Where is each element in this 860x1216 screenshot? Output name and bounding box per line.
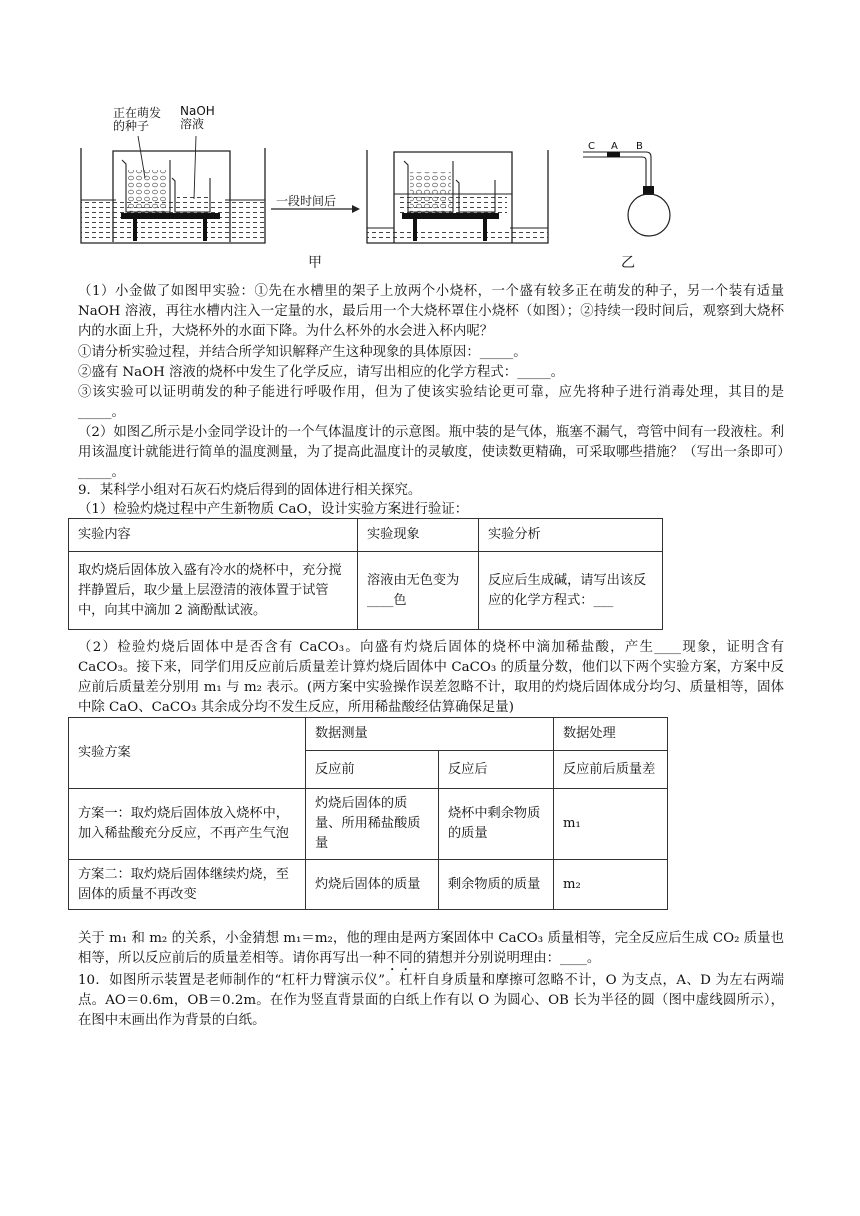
caption-jia: 甲 [308, 255, 322, 271]
table-row [69, 552, 663, 630]
q9-sub2: （2）检验灼烧后固体中是否含有 CaCO₃。向盛有灼烧后固体的烧杯中滴加稀盐酸，产生____现象，证明含有 CaCO₃。接下来，同学们用反应前后质量差计算灼烧后固体中 CaCO₃ 的质量分数，他们以下两个实验方案，方案中反应前后质量差分别用 m₁ 与 m₂ 表示。(两方案中实验操作误差忽略不计，取用的灼烧后固体成分均匀、质量相等，固体中除 CaO、CaCO₃ 其余成分均不发生反应，所用稀盐酸经估算确保足量) [78, 640, 784, 715]
cell-diff: m₂ [554, 860, 668, 910]
label-seeds: 正在萌发 的种子 [113, 106, 162, 133]
th-before: 反应前 [306, 751, 439, 789]
cell-analysis: 反应后生成碱，请写出该反应的化学方程式：___ [479, 552, 663, 630]
conclusion-text-b: 的猜想并分别说明理由：____。 [412, 951, 601, 966]
q8-sub2: ②盛有 NaOH 溶液的烧杯中发生了化学反应，请写出相应的化学方程式：_____。 [78, 365, 565, 380]
table-header-row [69, 718, 668, 751]
q8-sub3: ③该实验可以证明萌发的种子能进行呼吸作用，但为了使该实验结论更可靠，应先将种子进行消毒处理，其目的是_____。 [78, 385, 784, 420]
th-diff: 反应前后质量差 [554, 751, 668, 789]
cell-diff: m₁ [554, 789, 668, 860]
th-after: 反应后 [439, 751, 554, 789]
q8-part1: （1）小金做了如图甲实验：①先在水槽里的架子上放两个小烧杯，一个盛有较多正在萌发的种子，另一个装有适量 NaOH 溶液，再往水槽内注入一定量的水，最后用一个大烧杯罩住小烧杯（如图）；②持续一段时间后，观察到大烧杯内的水面上升，大烧杯外的水面下降。为什么杯外的水会进入杯内呢？ [78, 284, 784, 339]
conclusion-emphasis: 不同 [385, 951, 413, 966]
tube-label-b: B [636, 141, 643, 152]
th-plan: 实验方案 [69, 718, 306, 789]
caption-yi: 乙 [621, 255, 635, 271]
setup-after [367, 150, 548, 243]
cell-before: 灼烧后固体的质量 [306, 860, 439, 910]
th-content: 实验内容 [69, 519, 358, 552]
experiment-figure [0, 0, 860, 270]
q10-text: 10．如图所示装置是老师制作的“杠杆力臂演示仪”。杠杆自身质量和摩擦可忽略不计，O 为支点，A、D 为左右两端点。AO＝0.6m，OB＝0.2m。在作为竖直背景面的白纸上作有以 O 为圆心、OB 长为半径的圆（图中虚线圆所示），在图中末画出作为背景的白纸。 [78, 973, 784, 1028]
arrow-label: 一段时间后 [276, 194, 337, 208]
table-row [69, 789, 668, 860]
gas-thermometer [583, 152, 670, 236]
figure-area [0, 0, 860, 270]
q9-sub1: （1）检验灼烧过程中产生新物质 CaO，设计实验方案进行验证： [78, 502, 469, 517]
label-naoh: NaOH 溶液 [180, 104, 215, 131]
q9-conclusion [78, 929, 784, 974]
th-phenomenon: 实验现象 [358, 519, 479, 552]
conclusion-text-a: 关于 m₁ 和 m₂ 的关系，小金猜想 m₁＝m₂，他的理由是两方案固体中 CaCO₃ 质量相等，完全反应后生成 CO₂ 质量也相等，所以反应前后的质量差相等。请你再写出一种 [78, 931, 784, 966]
cell-before: 灼烧后固体的质量、所用稀盐酸质量 [306, 789, 439, 860]
q9-title: 9．某科学小组对石灰石灼烧后得到的固体进行相关探究。 [78, 483, 422, 498]
cell-after: 烧杯中剩余物质的质量 [439, 789, 554, 860]
table-cao-verification [68, 518, 663, 630]
th-analysis: 实验分析 [479, 519, 663, 552]
cell-plan: 方案一：取灼烧后固体放入烧杯中，加入稀盐酸充分反应，不再产生气泡 [69, 789, 306, 860]
cell-phenomenon: 溶液由无色变为____色 [358, 552, 479, 630]
cell-content: 取灼烧后固体放入盛有冷水的烧杯中，充分搅拌静置后，取少量上层澄清的液体置于试管中，向其中滴加 2 滴酚酞试液。 [69, 552, 358, 630]
table-header-row [69, 519, 663, 552]
th-measure: 数据测量 [306, 718, 554, 751]
q8-part2: （2）如图乙所示是小金同学设计的一个气体温度计的示意图。瓶中装的是气体，瓶塞不漏气，弯管中间有一段液柱。利用该温度计就能进行简单的温度测量，为了提高此温度计的灵敏度，使读数更精确，可采取哪些措施？（写出一条即可）_____。 [78, 425, 784, 480]
setup-before [81, 136, 265, 243]
cell-plan: 方案二：取灼烧后固体继续灼烧，至固体的质量不再改变 [69, 860, 306, 910]
th-process: 数据处理 [554, 718, 668, 751]
table-plans [68, 717, 668, 910]
table-row [69, 860, 668, 910]
tube-label-a: A [611, 141, 618, 152]
cell-after: 剩余物质的质量 [439, 860, 554, 910]
q8-sub1: ①请分析实验过程，并结合所学知识解释产生这种现象的具体原因：_____。 [78, 345, 527, 360]
tube-label-c: C [588, 141, 595, 152]
